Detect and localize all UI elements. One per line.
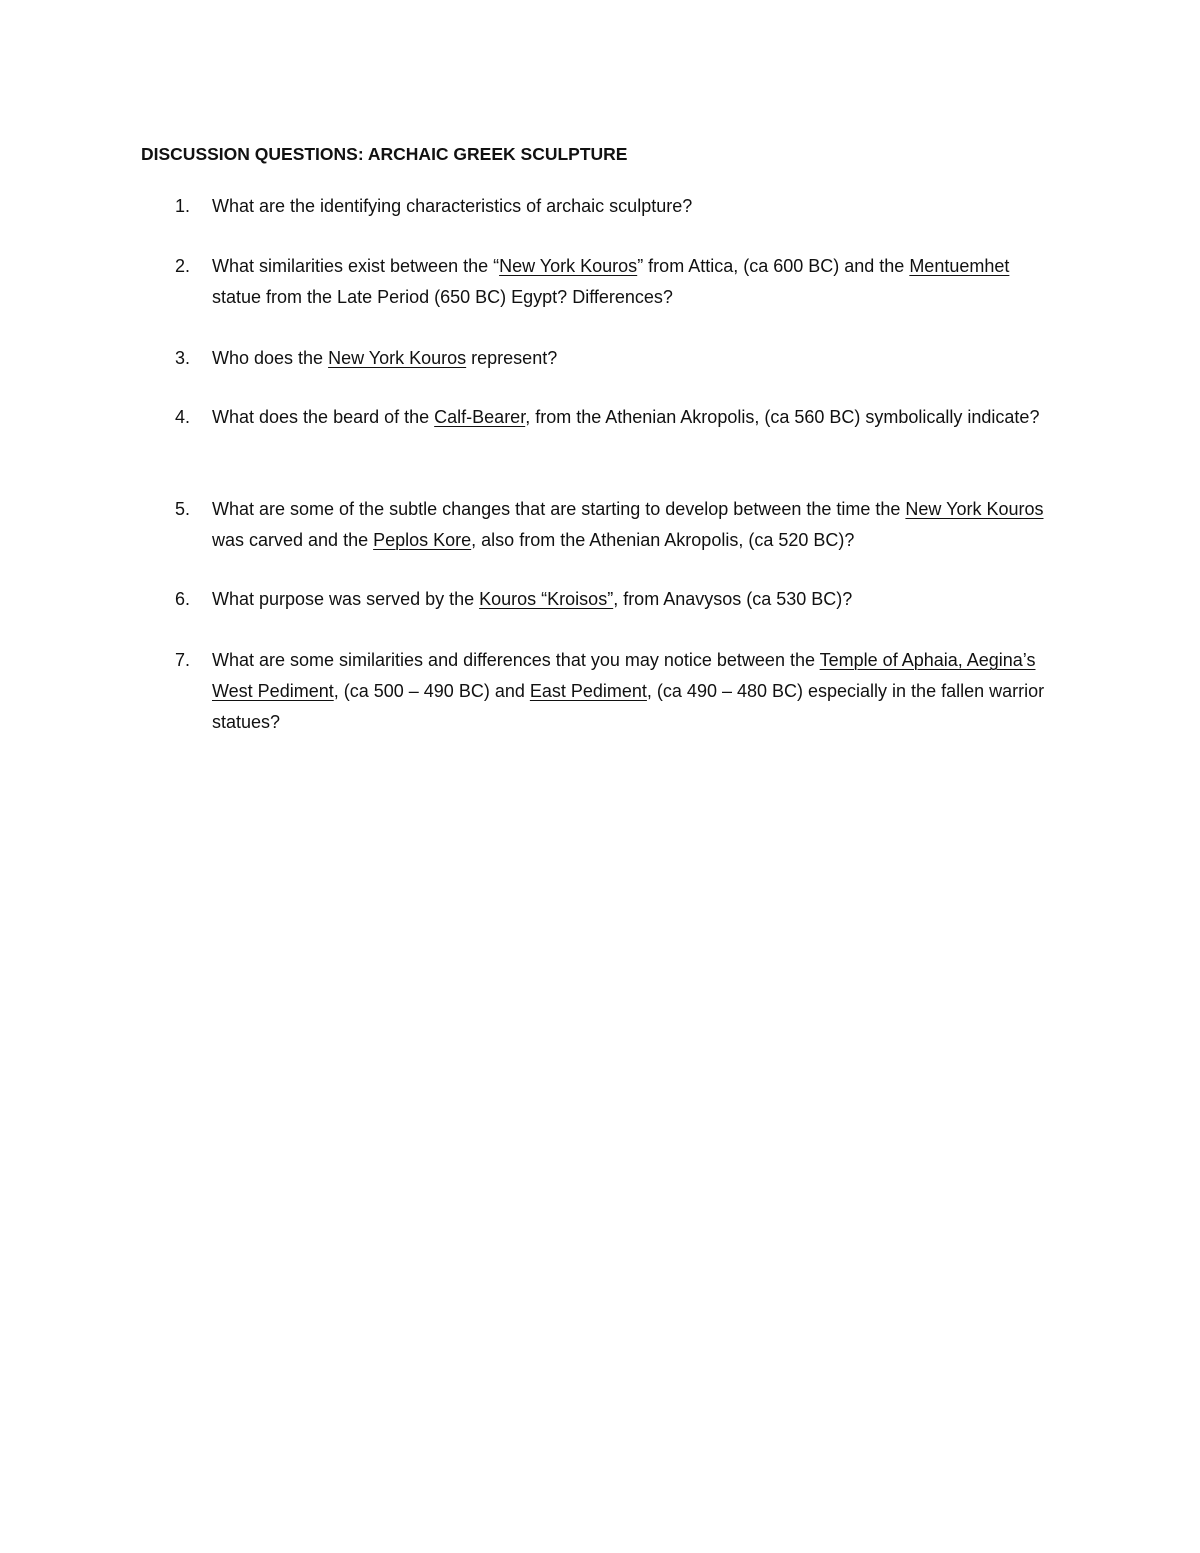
question-text-run: , (ca 500 – 490 BC) and bbox=[333, 681, 530, 701]
question-text-run: , from the Athenian Akropolis, (ca 560 BC) symbolically indicate? bbox=[525, 407, 1040, 427]
question-text bbox=[212, 343, 1055, 374]
question-number: 2. bbox=[175, 256, 191, 276]
artwork-title-underlined: New York Kouros bbox=[905, 499, 1044, 519]
artwork-title-underlined: Mentuemhet bbox=[909, 256, 1010, 276]
question-number: 3. bbox=[175, 348, 191, 368]
artwork-title-underlined: New York Kouros bbox=[499, 256, 638, 276]
question-item bbox=[175, 494, 1055, 556]
question-text-run: ” from Attica, (ca 600 BC) and the bbox=[637, 256, 910, 276]
artwork-title-underlined: Peplos Kore bbox=[373, 530, 472, 550]
question-text bbox=[212, 494, 1055, 556]
question-text-run: , from Anavysos (ca 530 BC)? bbox=[613, 589, 853, 609]
question-text-run: What similarities exist between the “ bbox=[212, 256, 500, 276]
question-text-run: represent? bbox=[466, 348, 558, 368]
artwork-title-underlined: Calf-Bearer bbox=[434, 407, 526, 427]
question-item bbox=[175, 584, 1055, 615]
question-number: 5. bbox=[175, 499, 191, 519]
question-text bbox=[212, 584, 1055, 615]
question-item bbox=[175, 251, 1055, 313]
question-item bbox=[175, 402, 1055, 433]
question-item bbox=[175, 191, 1055, 222]
question-text-run: statue from the Late Period (650 BC) Egypt? Differences? bbox=[212, 287, 673, 307]
question-item bbox=[175, 343, 1055, 374]
question-text bbox=[212, 191, 1055, 222]
question-text-run: , also from the Athenian Akropolis, (ca 520 BC)? bbox=[471, 530, 855, 550]
question-text bbox=[212, 645, 1055, 738]
question-number: 1. bbox=[175, 196, 191, 216]
artwork-title-underlined: East Pediment bbox=[529, 681, 647, 701]
question-number: 4. bbox=[175, 407, 191, 427]
artwork-title-underlined: New York Kouros bbox=[328, 348, 467, 368]
question-number: 6. bbox=[175, 589, 191, 609]
question-text-run: , (ca 490 – 480 BC) especially in the fallen warrior statues? bbox=[212, 681, 1045, 732]
artwork-title-underlined: Temple of Aphaia, Aegina’s West Pediment bbox=[212, 650, 1036, 701]
question-text-run: What does the beard of the bbox=[212, 407, 435, 427]
question-number: 7. bbox=[175, 650, 191, 670]
page-title: DISCUSSION QUESTIONS: ARCHAIC GREEK SCULPTURE bbox=[141, 144, 628, 164]
question-text bbox=[212, 251, 1055, 313]
question-text-run: What purpose was served by the bbox=[212, 589, 480, 609]
question-text-run: was carved and the bbox=[212, 530, 374, 550]
question-text-run: What are the identifying characteristics of archaic sculpture? bbox=[212, 196, 693, 216]
question-text-run: Who does the bbox=[212, 348, 329, 368]
question-text bbox=[212, 402, 1055, 433]
question-item bbox=[175, 645, 1055, 738]
question-text-run: What are some of the subtle changes that are starting to develop between the time the bbox=[212, 499, 906, 519]
question-text-run: What are some similarities and differences that you may notice between the bbox=[212, 650, 820, 670]
artwork-title-underlined: Kouros “Kroisos” bbox=[479, 589, 614, 609]
